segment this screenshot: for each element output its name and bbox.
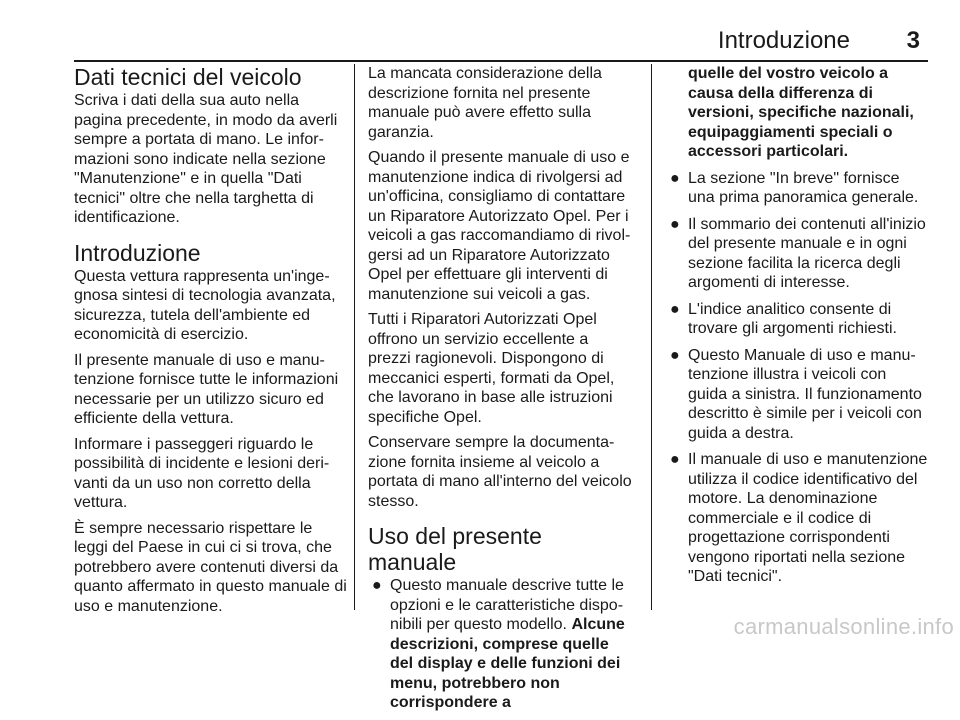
bullet-list bbox=[368, 576, 634, 713]
bullet-icon: ● bbox=[670, 300, 680, 318]
list-item bbox=[666, 215, 928, 293]
paragraph: Conservare sempre la documentazione fornita insieme al veicolo a portata di mano all'interno del veicolo stesso. bbox=[368, 434, 632, 510]
column-3 bbox=[666, 64, 928, 594]
section-heading-introduzione: Introduzione bbox=[74, 239, 201, 266]
paragraph: Quando il presente manuale di uso e manutenzione indica di rivolgersi ad un'officina, consigliamo di contattare un Riparatore Autorizzato Opel. Per i veicoli a gas raccomandiamo di rivolgersi ad un Riparatore Autorizzato Opel per effettuare gli interventi di manutenzione sui veicoli a gas. bbox=[368, 149, 631, 303]
list-item bbox=[666, 346, 928, 444]
section-heading-uso-manuale: Uso del presente manuale bbox=[368, 523, 542, 575]
header-title: Introduzione bbox=[717, 27, 850, 54]
paragraph: Scriva i dati della sua auto nella pagina precedente, in modo da averli sempre a portata di mano. Le informazioni sono indicate nella sezione "Manutenzione" e in quella "Dati tecnici" oltre che nella targhetta di identificazione. bbox=[74, 92, 338, 226]
list-item-bold-text: Alcune descrizioni, comprese quelle del display e delle funzioni dei menu, potrebbero non corrispondere a bbox=[390, 616, 625, 711]
bullet-icon: ● bbox=[670, 346, 680, 364]
paragraph: Questa vettura rappresenta un'ingegnosa sintesi di tecnologia avanzata, sicurezza, tutela dell'ambiente ed economicità di esercizio. bbox=[74, 267, 336, 343]
list-item-bold-continuation: quelle del vostro veicolo a causa della differenza di versioni, specifiche nazionali, equipaggiamenti speciali o accessori particolari. bbox=[688, 65, 914, 160]
bullet-icon: ● bbox=[670, 169, 680, 187]
list-item-text: Questo Manuale di uso e manutenzione illustra i veicoli con guida a sinistra. Il funzionamento descritto è simile per i veicoli con guida a destra. bbox=[688, 346, 922, 442]
list-item-text: Il sommario dei contenuti all'inizio del presente manuale e in ogni sezione facilita la ricerca degli argomenti di interesse. bbox=[688, 215, 926, 291]
list-item-text: Il manuale di uso e manutenzione utilizza il codice identificativo del motore. La denominazione commerciale e il codice di progettazione corrispondenti vengono riportati nella sezione "Dati tecnici". bbox=[688, 451, 928, 585]
column-2 bbox=[368, 64, 634, 720]
paragraph: È sempre necessario rispettare le leggi del Paese in cui ci si trova, che potrebbero avere contenuti diversi da quanto affermato in questo manuale di uso e manutenzione. bbox=[74, 519, 347, 615]
page-header bbox=[74, 26, 928, 56]
list-item-text: Questo manuale descrive tutte le opzioni e le caratteristiche disponibili per questo modello. bbox=[390, 577, 624, 633]
bullet-icon: ● bbox=[372, 577, 382, 594]
paragraph: Informare i passeggeri riguardo le possibilità di incidente e lesioni derivanti da un uso non corretto della vettura. bbox=[74, 435, 330, 511]
watermark: carmanualsonline.info bbox=[733, 614, 954, 639]
paragraph: Tutti i Riparatori Autorizzati Opel offrono un servizio eccellente a prezzi ragionevoli. Dispongono di meccanici esperti, formati da Opel, che lavorano in base alle istruzioni specifiche Opel. bbox=[368, 311, 615, 426]
paragraph: La mancata considerazione della descrizione fornita nel presente manuale può avere effetto sulla garanzia. bbox=[368, 65, 602, 141]
column-1 bbox=[74, 64, 348, 622]
bullet-icon: ● bbox=[670, 451, 680, 468]
bullet-list bbox=[666, 169, 928, 587]
header-divider bbox=[74, 60, 928, 62]
list-item bbox=[666, 450, 928, 587]
list-item-text: L'indice analitico consente di trovare gli argomenti richiesti. bbox=[688, 300, 897, 337]
list-item bbox=[368, 576, 634, 713]
bullet-icon: ● bbox=[670, 215, 680, 233]
paragraph: Il presente manuale di uso e manutenzione fornisce tutte le informazioni necessarie per un utilizzo sicuro ed efficiente della vettura. bbox=[74, 351, 339, 427]
column-divider-2 bbox=[651, 64, 652, 610]
column-divider-1 bbox=[354, 64, 355, 610]
section-heading-dati-tecnici: Dati tecnici del veicolo bbox=[74, 64, 302, 90]
page-number: 3 bbox=[906, 27, 920, 54]
list-item bbox=[666, 169, 928, 208]
list-item bbox=[666, 300, 928, 339]
list-item-text: La sezione "In breve" fornisce una prima panoramica generale. bbox=[688, 169, 919, 206]
